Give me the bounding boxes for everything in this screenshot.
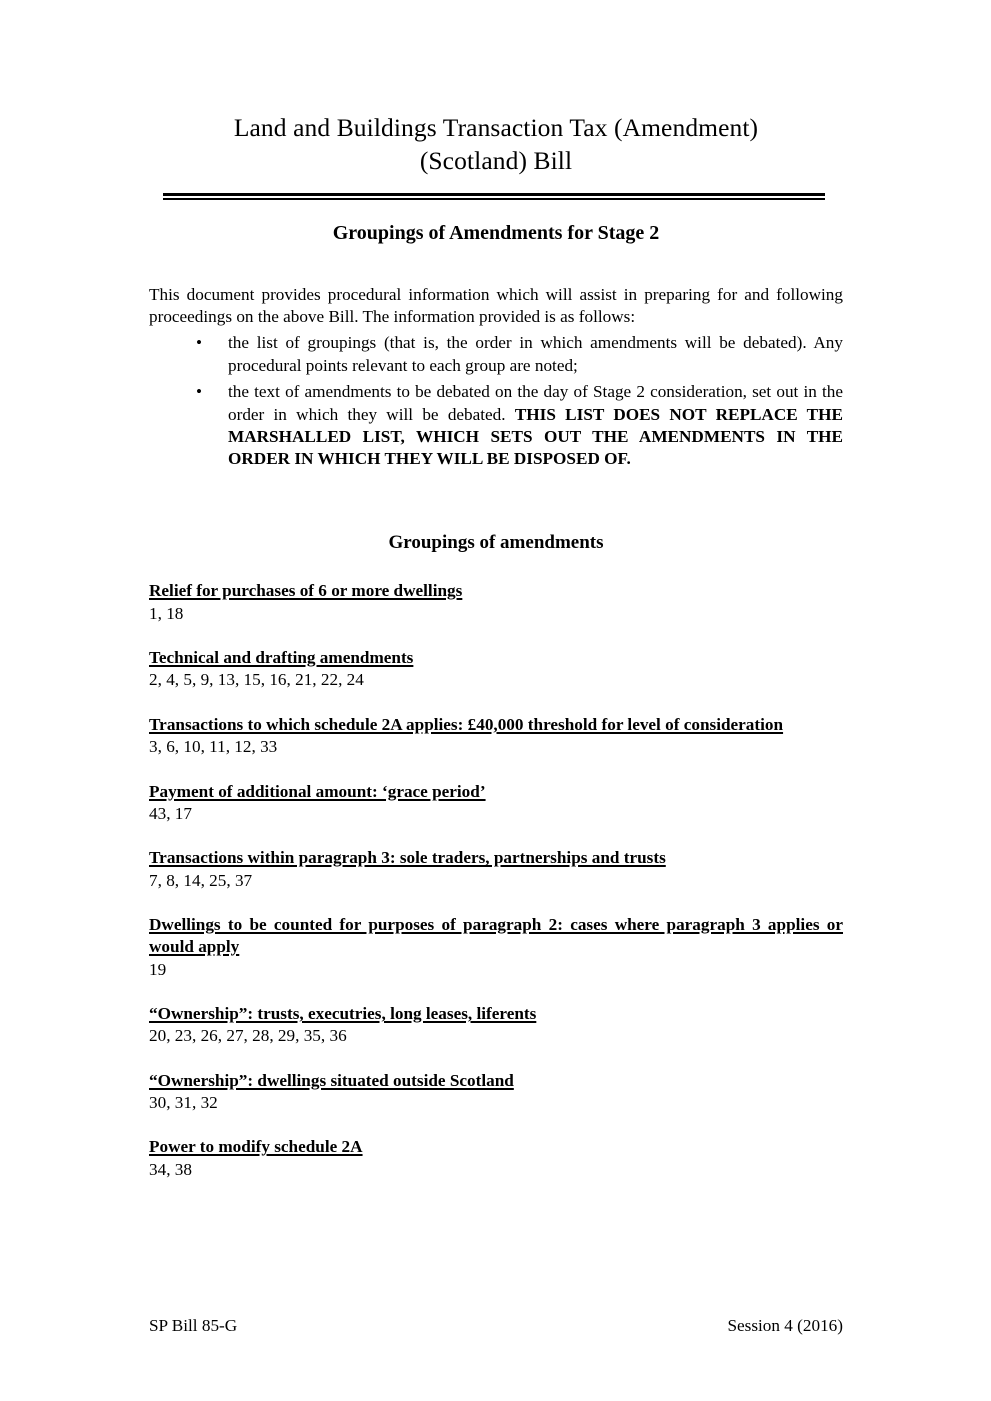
grouping-title: Power to modify schedule 2A <box>149 1137 363 1157</box>
grouping-title: Technical and drafting amendments <box>149 648 414 668</box>
page-title <box>149 0 843 177</box>
grouping-title: Transactions within paragraph 3: sole traders, partnerships and trusts <box>149 848 666 868</box>
title-divider <box>149 177 843 200</box>
grouping-amendment-numbers: 7, 8, 14, 25, 37 <box>149 870 253 890</box>
grouping-amendment-numbers: 34, 38 <box>149 1159 192 1179</box>
intro-paragraph: This document provides procedural information which will assist in preparing for and following proceedings on the above Bill. The information provided is as follows: <box>149 284 843 327</box>
grouping-amendment-numbers: 43, 17 <box>149 803 192 823</box>
groupings-list <box>149 554 843 1181</box>
list-item <box>149 377 843 470</box>
list-item-text: the list of groupings (that is, the order in which amendments will be debated). Any procedural points relevant to each group are noted; <box>228 333 843 375</box>
grouping-entry <box>149 647 843 692</box>
grouping-amendment-numbers: 20, 23, 26, 27, 28, 29, 35, 36 <box>149 1026 347 1046</box>
grouping-entry <box>149 847 843 892</box>
document-page <box>149 0 843 1401</box>
list-item <box>149 328 843 377</box>
grouping-entry <box>149 781 843 826</box>
groupings-heading: Groupings of amendments <box>388 531 604 553</box>
grouping-title: Payment of additional amount: ‘grace period’ <box>149 781 486 801</box>
footer-bill-number: SP Bill 85-G <box>149 1316 238 1335</box>
list-item-text: the text of amendments to be debated on the day of Stage 2 consideration, set out in the order in which they will be debated. <box>228 382 843 424</box>
grouping-amendment-numbers: 19 <box>149 959 167 979</box>
page-title-line-1: Land and Buildings Transaction Tax (Amendment) <box>233 113 759 142</box>
bullet-icon: • <box>196 382 203 402</box>
page-subtitle: Groupings of Amendments for Stage 2 <box>332 221 660 244</box>
grouping-entry <box>149 1136 843 1181</box>
grouping-amendment-numbers: 2, 4, 5, 9, 13, 15, 16, 21, 22, 24 <box>149 670 364 690</box>
intro-bullet-list <box>149 328 843 470</box>
grouping-entry <box>149 714 843 759</box>
page-footer <box>149 1315 843 1337</box>
grouping-title: “Ownership”: trusts, executries, long leases, liferents <box>149 1004 537 1024</box>
grouping-amendment-numbers: 30, 31, 32 <box>149 1093 218 1113</box>
bullet-icon: • <box>196 333 203 353</box>
grouping-amendment-numbers: 1, 18 <box>149 603 184 623</box>
footer-session: Session 4 (2016) <box>727 1316 843 1335</box>
grouping-entry <box>149 914 843 981</box>
grouping-title: Relief for purchases of 6 or more dwellings <box>149 581 463 601</box>
grouping-title: Dwellings to be counted for purposes of paragraph 2: cases where paragraph 3 applies or would apply <box>149 914 843 957</box>
page-title-line-2: (Scotland) Bill <box>419 145 573 175</box>
list-item-emphasis: THIS LIST DOES NOT REPLACE THE MARSHALLED LIST, WHICH SETS OUT THE AMENDMENTS IN THE ORDER IN WHICH THEY WILL BE DISPOSED OF. <box>228 404 843 469</box>
grouping-entry <box>149 580 843 625</box>
grouping-amendment-numbers: 3, 6, 10, 11, 12, 33 <box>149 737 278 757</box>
grouping-title: Transactions to which schedule 2A applies: £40,000 threshold for level of consideration <box>149 714 784 734</box>
grouping-entry <box>149 1070 843 1115</box>
grouping-entry <box>149 1003 843 1048</box>
grouping-title: “Ownership”: dwellings situated outside Scotland <box>149 1070 514 1090</box>
